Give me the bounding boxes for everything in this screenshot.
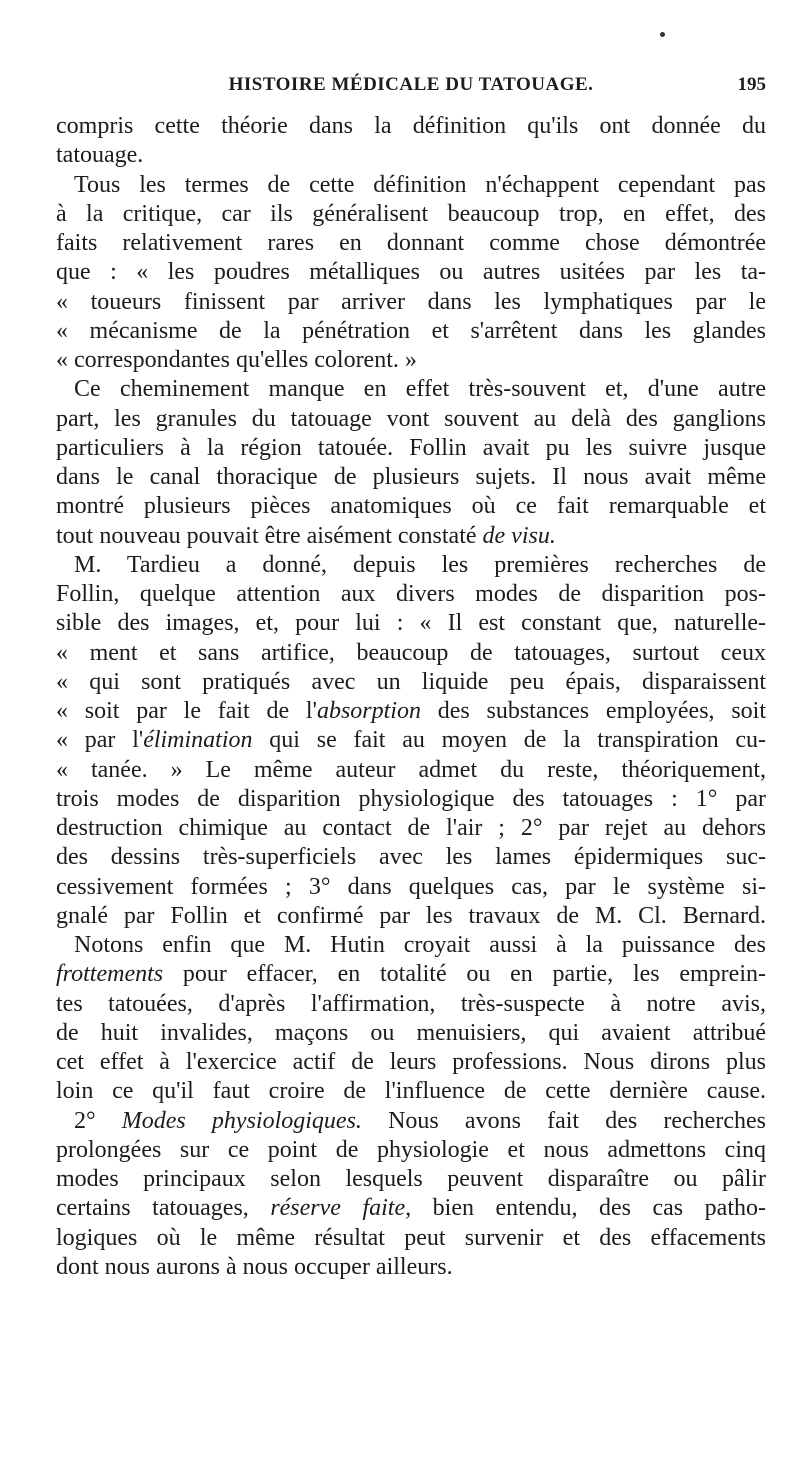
text-line: de huit invalides, maçons ou menuisiers, qui avaient attribué — [56, 1019, 766, 1046]
text-line — [56, 960, 766, 989]
italic-absorption: absorption — [316, 698, 421, 724]
text-line: « correspondantes qu'elles colorent. » — [56, 347, 417, 373]
text-line — [56, 697, 766, 726]
page-number: 195 — [737, 74, 766, 95]
ink-speck — [660, 32, 665, 37]
text-line: à la critique, car ils généralisent beaucoup trop, en effet, des — [56, 200, 766, 227]
text-line: logiques où le même résultat peut survenir et des effacements — [56, 1224, 766, 1251]
line-text: certains tatouages, — [56, 1195, 271, 1222]
text-line — [56, 1107, 766, 1136]
text-line: Follin, quelque attention aux divers modes de disparition pos- — [56, 581, 766, 607]
text-line: montré plusieurs pièces anatomiques où ce fait remarquable et — [56, 493, 766, 520]
text-line: que : « les poudres métalliques ou autres usitées par les ta- — [56, 259, 766, 286]
line-text: qui se fait au moyen de la transpiration cu- — [252, 727, 767, 754]
text-line: dans le canal thoracique de plusieurs sujets. Il nous avait même — [56, 464, 766, 490]
line-text: pour effacer, en totalité ou en partie, les emprein- — [163, 961, 766, 988]
text-line: tatouage. — [56, 142, 144, 169]
line-text: des substances employées, soit — [420, 698, 767, 724]
text-line: modes principaux selon lesquels peuvent disparaître ou pâlir — [56, 1166, 766, 1192]
body-text — [56, 112, 766, 1282]
text-line: « mécanisme de la pénétration et s'arrêtent dans les glandes — [56, 317, 766, 344]
line-text: Nous avons fait des recherches — [361, 1107, 766, 1134]
italic-elimination: élimination — [143, 727, 253, 754]
italic-reserve-faite: réserve faite, — [270, 1195, 412, 1222]
text-line: destruction chimique au contact de l'air ; 2° par rejet au dehors — [56, 815, 766, 841]
text-line: part, les granules du tatouage vont souvent au delà des ganglions — [56, 405, 766, 432]
text-line: « ment et sans artifice, beaucoup de tatouages, surtout ceux — [56, 639, 766, 666]
text-line: cessivement formées ; 3° dans quelques cas, par le système si- — [56, 873, 766, 900]
text-line: Tous les termes de cette définition n'échappent cependant pas — [74, 171, 766, 198]
text-line: compris cette théorie dans la définition qu'ils ont donnée du — [56, 113, 766, 139]
text-line: trois modes de disparition physiologique des tatouages : 1° par — [56, 785, 766, 812]
line-text: 2° — [74, 1107, 122, 1134]
text-line — [56, 1194, 766, 1223]
text-line: Ce cheminement manque en effet très-souvent et, d'une autre — [74, 376, 766, 403]
text-line: gnalé par Follin et confirmé par les travaux de M. Cl. Bernard. — [56, 902, 766, 929]
text-line: « toueurs finissent par arriver dans les lymphatiques par le — [56, 288, 766, 315]
text-line: particuliers à la région tatouée. Follin avait pu les suivre jusque — [56, 434, 766, 461]
text-line: cet effet à l'exercice actif de leurs professions. Nous dirons plus — [56, 1049, 766, 1075]
italic-modes-physiologiques: Modes physiologiques. — [121, 1107, 362, 1134]
text-line: loin ce qu'il faut croire de l'influence de cette dernière cause. — [56, 1078, 766, 1105]
text-line: « qui sont pratiqués avec un liquide peu épais, disparaissent — [56, 668, 766, 695]
text-line: des dessins très-superficiels avec les lames épidermiques suc- — [56, 844, 766, 871]
running-head: HISTOIRE MÉDICALE DU TATOUAGE. — [228, 74, 594, 95]
italic-de-visu: de visu. — [482, 522, 556, 549]
text-line: « tanée. » Le même auteur admet du reste, théoriquement, — [56, 756, 766, 783]
italic-frottements: frottements — [56, 961, 164, 988]
page-header — [56, 74, 766, 108]
line-text: « par l' — [56, 727, 144, 754]
text-line: M. Tardieu a donné, depuis les premières recherches de — [74, 551, 766, 578]
text-line: tes tatouées, d'après l'affirmation, très-suspecte à notre avis, — [56, 990, 766, 1017]
text-line: Notons enfin que M. Hutin croyait aussi à la puissance des — [74, 932, 766, 958]
text-line — [56, 726, 766, 755]
text-line: prolongées sur ce point de physiologie et nous admettons cinq — [56, 1136, 766, 1163]
text-line: faits relativement rares en donnant comme chose démontrée — [56, 230, 766, 256]
line-text: « soit par le fait de l' — [56, 698, 317, 724]
line-text: tout nouveau pouvait être aisément constaté — [56, 522, 483, 549]
text-line — [56, 522, 766, 551]
text-line: sible des images, et, pour lui : « Il est constant que, naturelle- — [56, 610, 766, 637]
text-line: dont nous aurons à nous occuper ailleurs. — [56, 1253, 453, 1280]
line-text: bien entendu, des cas patho- — [411, 1195, 766, 1222]
